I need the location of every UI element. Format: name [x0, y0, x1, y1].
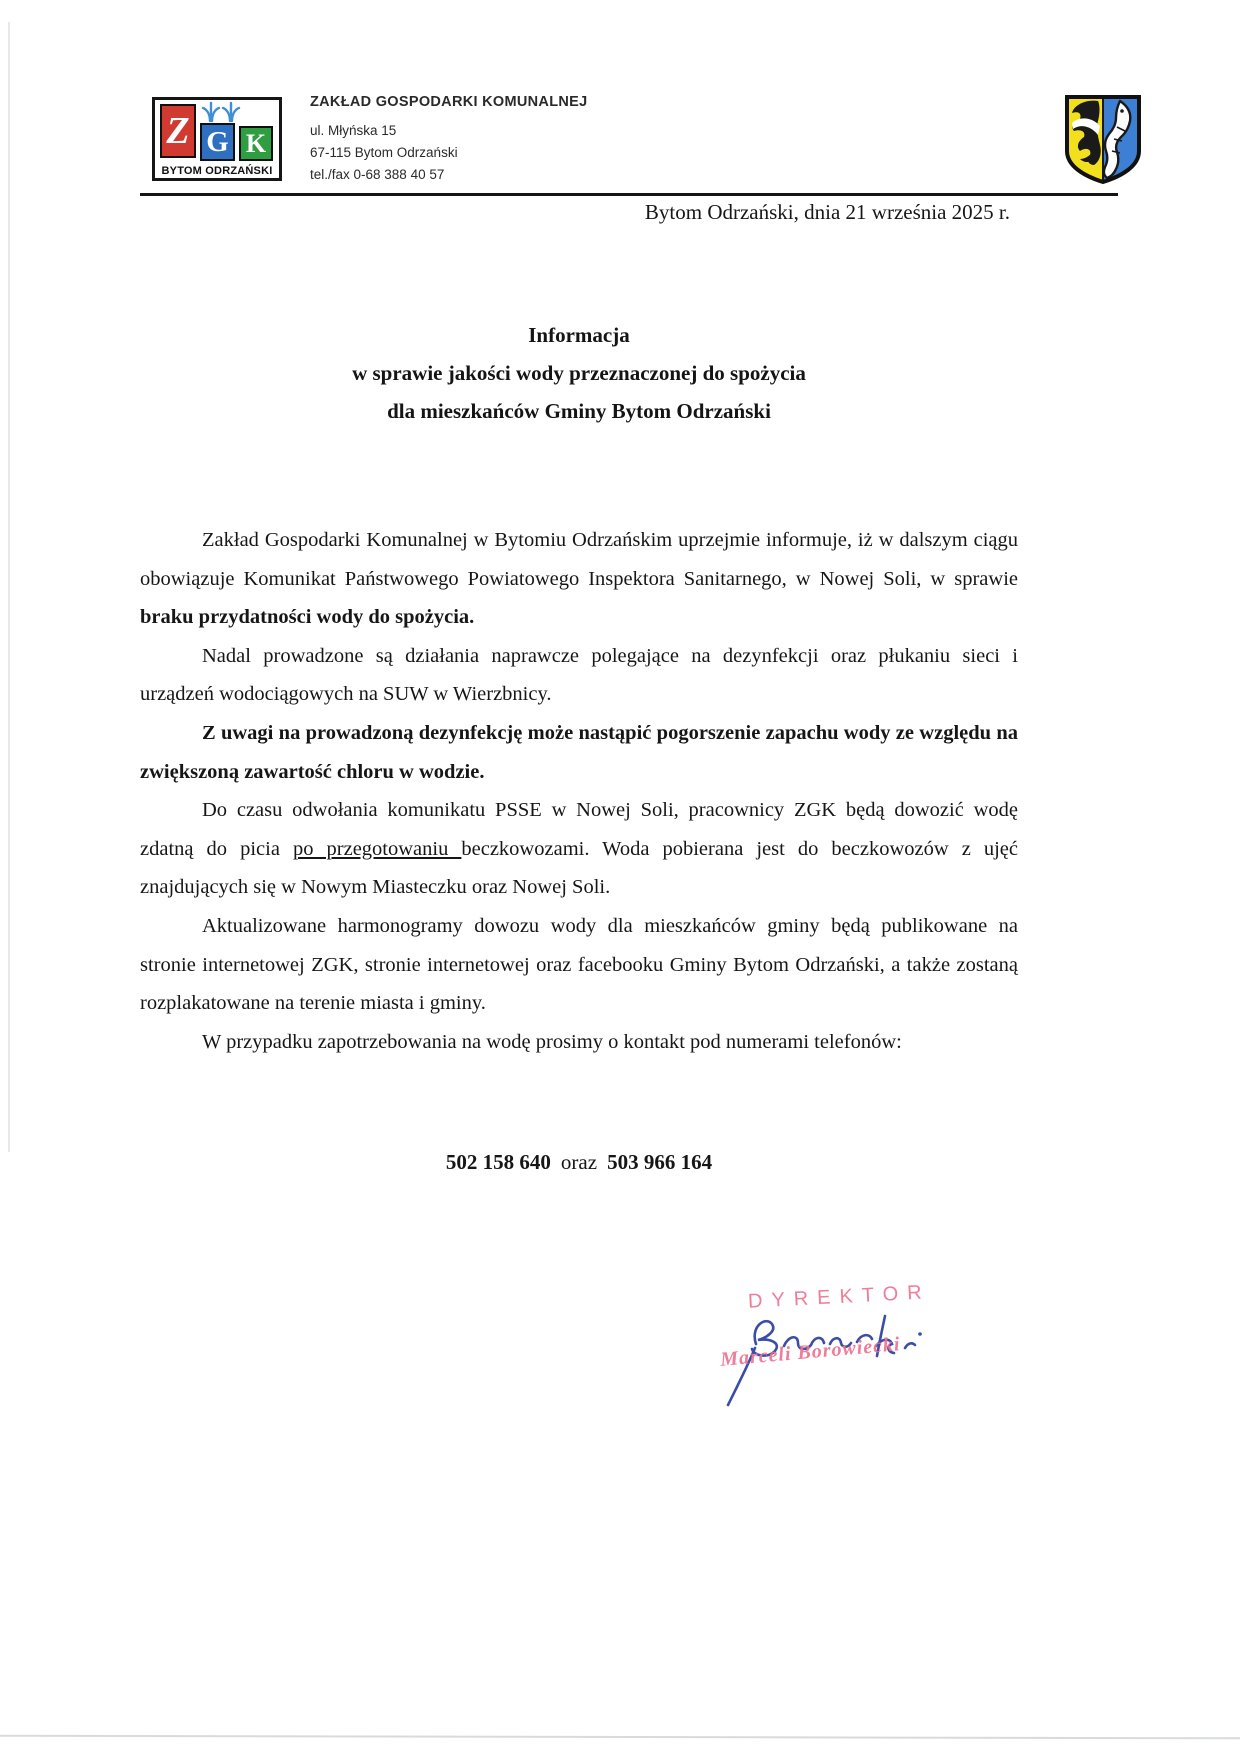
company-city: 67-115 Bytom Odrzański	[310, 145, 458, 160]
logo-letter-z: Z	[160, 104, 196, 158]
paragraph-6	[140, 1023, 1018, 1062]
paragraph-1-text: Zakład Gospodarki Komunalnej w Bytomiu Odrzańskim uprzejmie informuje, iż w dalszym ciągu obowiązuje Komunikat Państwowego Powiatowego Inspektora Sanitarnego, w Nowej Soli, w sprawie	[140, 529, 1018, 590]
director-stamp-name: Marceli Borowiecki	[719, 1333, 902, 1371]
title-line-3: dla mieszkańców Gminy Bytom Odrzański	[387, 399, 771, 423]
paragraph-4-underlined-text: po przegotowaniu	[292, 837, 462, 860]
phone-connector: oraz	[560, 1150, 598, 1174]
paragraph-5-text: Aktualizowane harmonogramy dowozu wody dla mieszkańców gminy będą publikowane na stronie internetowej ZGK, stronie internetowej oraz facebooku Gminy Bytom Odrzański, a także zostaną rozplakatowane na terenie miasta i gminy.	[140, 914, 1018, 1015]
company-name: ZAKŁAD GOSPODARKI KOMUNALNEJ	[310, 94, 588, 110]
company-phone: tel./fax 0-68 388 40 57	[310, 167, 445, 182]
logo-caption: BYTOM ODRZAŃSKI	[161, 165, 273, 177]
fountain-spray-icon	[201, 101, 241, 123]
paragraph-4-text-cont: beczkowozami. Woda pobierana jest do beczkowozów z ujęć znajdujących się w Nowym Miasteczku oraz Nowej Soli.	[140, 837, 1018, 899]
paragraph-2	[140, 637, 1018, 714]
paragraph-3	[140, 714, 1018, 791]
paragraph-6-text: W przypadku zapotrzebowania na wodę prosimy o kontakt pod numerami telefonów:	[202, 1030, 902, 1053]
scan-page-edge-line	[0, 1735, 1240, 1740]
phone-number-1: 502 158 640	[445, 1150, 551, 1174]
company-street: ul. Młyńska 15	[310, 123, 397, 138]
zgk-logo	[152, 97, 282, 181]
paragraph-2-text: Nadal prowadzone są działania naprawcze polegające na dezynfekcji oraz płukaniu sieci i urządzeń wodociągowych na SUW w Wierzbnicy.	[140, 644, 1018, 706]
company-info	[310, 91, 587, 186]
scan-edge-artifact	[8, 22, 10, 1152]
letter-body	[140, 521, 1018, 1061]
header-divider	[140, 193, 1118, 196]
title-line-2: w sprawie jakości wody przeznaczonej do spożycia	[352, 361, 806, 385]
paragraph-4	[140, 791, 1018, 907]
director-stamp-title: DYREKTOR	[747, 1281, 932, 1313]
bytom-odrzanski-coat-of-arms-icon	[1062, 93, 1144, 187]
contact-phone-numbers	[140, 1150, 1018, 1175]
logo-letter-k: K	[239, 126, 273, 161]
date-line: Bytom Odrzański, dnia 21 września 2025 r.	[644, 200, 1010, 224]
paragraph-4-text: Do czasu odwołania komunikatu PSSE w Nowej Soli, pracownicy ZGK będą dowozić wodę zdatną do picia	[140, 799, 1018, 860]
paragraph-1	[140, 521, 1018, 637]
paragraph-3-bold-text: Z uwagi na prowadzoną dezynfekcję może nastąpić pogorszenie zapachu wody ze względu na zwiększoną zawartość chloru w wodzie.	[140, 721, 1018, 783]
signature-block	[700, 1281, 1040, 1456]
paragraph-5	[140, 907, 1018, 1023]
phone-number-2: 503 966 164	[607, 1150, 713, 1174]
document-title	[140, 316, 1018, 430]
paragraph-1-bold-text: braku przydatności wody do spożycia.	[140, 606, 475, 629]
title-line-1: Informacja	[528, 323, 630, 347]
logo-letter-g: G	[200, 123, 235, 161]
